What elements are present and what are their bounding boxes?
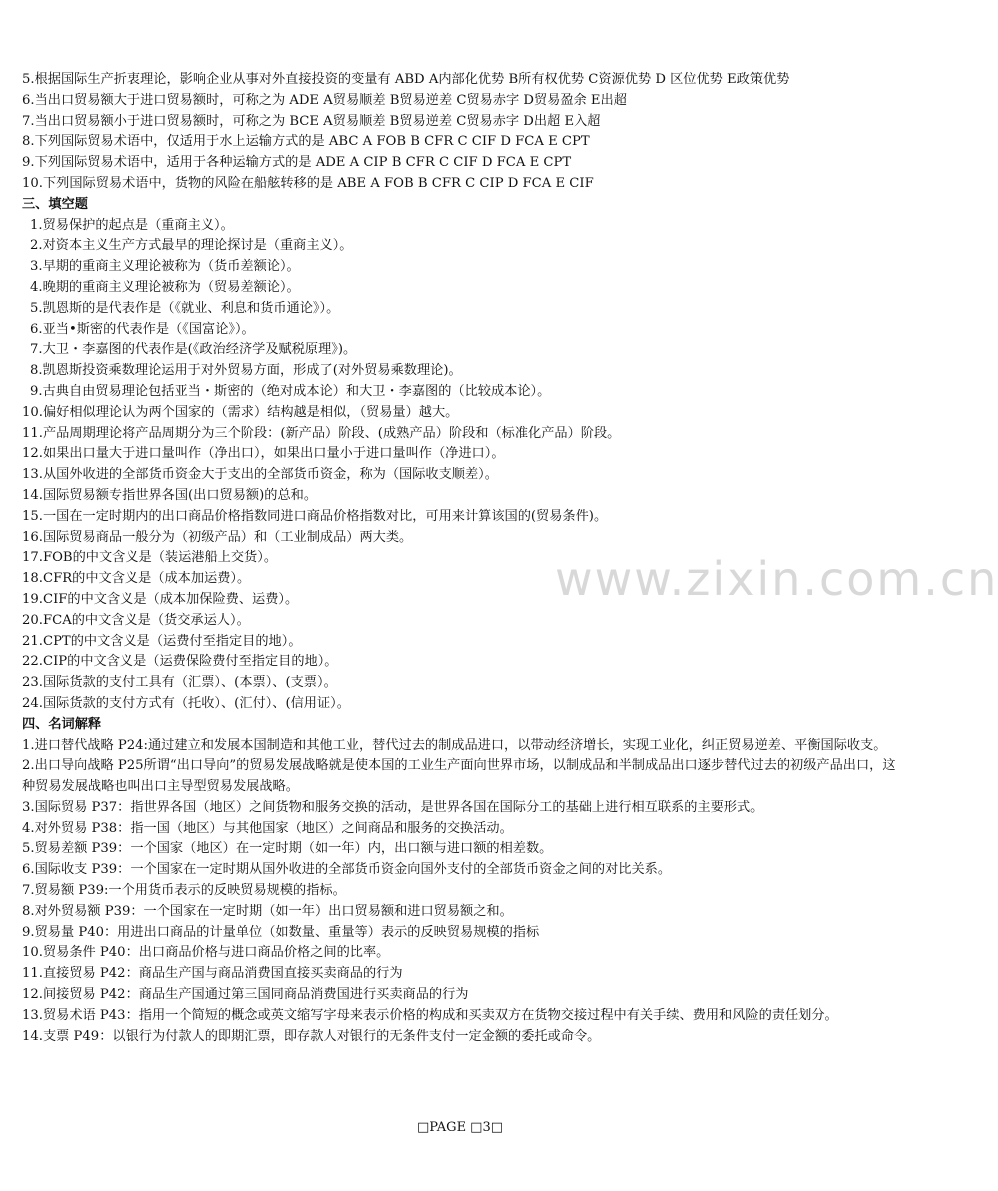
- definition-item: 2.出口导向战略 P25所谓“出口导向”的贸易发展战略就是使本国的工业生产面向世界市场，以制成品和半制成品出口逐步替代过去的初级产品出口，这种贸易发展战略也叫出口主导型贸易发展战略。: [22, 758, 896, 795]
- fill-item: 5.凯恩斯的是代表作是（《就业、利息和货币通论》）。: [30, 300, 340, 316]
- choice-item: 10.下列国际贸易术语中，货物的风险在船舷转移的是 ABE A FOB B CFR C CIP D FCA E CIF: [22, 175, 594, 191]
- page-footer: □PAGE □3□: [416, 1120, 504, 1135]
- fill-item: 19.CIF的中文含义是（成本加保险费、运费）。: [22, 591, 299, 607]
- fill-item: 12.如果出口量大于进口量叫作（净出口），如果出口量小于进口量叫作（净进口）。: [22, 446, 505, 462]
- section-heading-definitions: 四、名词解释: [22, 716, 102, 732]
- fill-item: 23.国际货款的支付工具有（汇票）、(本票）、(支票）。: [22, 675, 337, 691]
- fill-item: 20.FCA的中文含义是（货交承运人）。: [22, 612, 250, 628]
- fill-item: 21.CPT的中文含义是（运费付至指定目的地）。: [22, 633, 302, 649]
- definition-item: 3.国际贸易 P37：指世界各国（地区）之间货物和服务交换的活动，是世界各国在国际分工的基础上进行相互联系的主要形式。: [22, 799, 764, 815]
- choice-item: 8.下列国际贸易术语中，仅适用于水上运输方式的是 ABC A FOB B CFR C CIF D FCA E CPT: [22, 134, 590, 150]
- fill-item: 15.一国在一定时期内的出口商品价格指数同进口商品价格指数对比，可用来计算该国的(贸易条件)。: [22, 508, 608, 524]
- choice-list: [22, 70, 902, 195]
- definition-item: 14.支票 P49：以银行为付款人的即期汇票，即存款人对银行的无条件支付一定金额的委托或命令。: [22, 1028, 601, 1044]
- choice-item: 7.当出口贸易额小于进口贸易额时，可称之为 BCE A贸易顺差 B贸易逆差 C贸易赤字 D出超 E入超: [22, 113, 601, 129]
- fill-item: 11.产品周期理论将产品周期分为三个阶段：(新产品）阶段、(成熟产品）阶段和（标准化产品）阶段。: [22, 425, 621, 441]
- fill-item: 13.从国外收进的全部货币资金大于支出的全部货币资金，称为（国际收支顺差）。: [22, 467, 498, 483]
- choice-item: 6.当出口贸易额大于进口贸易额时，可称之为 ADE A贸易顺差 B贸易逆差 C贸易赤字 D贸易盈余 E出超: [22, 92, 627, 108]
- definition-item: 11.直接贸易 P42：商品生产国与商品消费国直接买卖商品的行为: [22, 966, 403, 982]
- fill-item: 9.古典自由贸易理论包括亚当・斯密的（绝对成本论）和大卫・李嘉图的（比较成本论）。: [30, 383, 551, 399]
- fill-item: 10.偏好相似理论认为两个国家的（需求）结构越是相似，（贸易量）越大。: [22, 404, 459, 420]
- definition-item: 1.进口替代战略 P24:通过建立和发展本国制造和其他工业，替代过去的制成品进口，以带动经济增长，实现工业化，纠正贸易逆差、平衡国际收支。: [22, 737, 887, 753]
- fill-item: 14.国际贸易额专指世界各国(出口贸易额)的总和。: [22, 487, 318, 503]
- definition-list: [22, 736, 902, 1048]
- definition-item: 6.国际收支 P39：一个国家在一定时期从国外收进的全部货币资金向国外支付的全部货币资金之间的对比关系。: [22, 862, 672, 878]
- fill-item: 24.国际货款的支付方式有（托收）、(汇付）、(信用证）。: [22, 695, 350, 711]
- fill-item: 17.FOB的中文含义是（装运港船上交货）。: [22, 550, 278, 566]
- section-heading-fill-in: 三、填空题: [22, 196, 88, 212]
- fill-item: 4.晚期的重商主义理论被称为（贸易差额论）。: [30, 279, 300, 295]
- fill-item: 6.亚当•斯密的代表作是（《国富论》）。: [30, 321, 255, 337]
- watermark: www.zixin.com.cn: [555, 552, 998, 606]
- fill-item: 7.大卫・李嘉图的代表作是(《政治经济学及赋税原理》)。: [30, 342, 357, 358]
- fill-list: [22, 216, 902, 715]
- choice-item: 9.下列国际贸易术语中，适用于各种运输方式的是 ADE A CIP B CFR C CIF D FCA E CPT: [22, 155, 572, 171]
- definition-item: 5.贸易差额 P39：一个国家（地区）在一定时期（如一年）内，出口额与进口额的相差数。: [22, 841, 553, 857]
- fill-item: 16.国际贸易商品一般分为（初级产品）和（工业制成品）两大类。: [22, 529, 413, 545]
- fill-item: 22.CIP的中文含义是（运费保险费付至指定目的地）。: [22, 654, 338, 670]
- definition-item: 12.间接贸易 P42：商品生产国通过第三国同商品消费国进行买卖商品的行为: [22, 987, 469, 1003]
- choice-item: 5.根据国际生产折衷理论，影响企业从事对外直接投资的变量有 ABD A内部化优势 B所有权优势 C资源优势 D 区位优势 E政策优势: [22, 72, 790, 87]
- fill-item: 3.早期的重商主义理论被称为（货币差额论）。: [30, 259, 300, 275]
- definition-item: 4.对外贸易 P38：指一国（地区）与其他国家（地区）之间商品和服务的交换活动。: [22, 820, 513, 836]
- fill-item: 1.贸易保护的起点是（重商主义）。: [30, 217, 234, 233]
- fill-item: 18.CFR的中文含义是（成本加运费）。: [22, 571, 251, 587]
- definition-item: 9.贸易量 P40：用进出口商品的计量单位（如数量、重量等）表示的反映贸易规模的指标: [22, 924, 540, 940]
- definition-item: 7.贸易额 P39:一个用货币表示的反映贸易规模的指标。: [22, 883, 346, 899]
- definition-item: 13.贸易术语 P43：指用一个简短的概念或英文缩写字母来表示价格的构成和买卖双方在货物交接过程中有关手续、费用和风险的责任划分。: [22, 1007, 838, 1023]
- fill-item: 8.凯恩斯投资乘数理论运用于对外贸易方面，形成了(对外贸易乘数理论)。: [30, 363, 462, 379]
- definition-item: 10.贸易条件 P40：出口商品价格与进口商品价格之间的比率。: [22, 945, 390, 961]
- fill-item: 2.对资本主义生产方式最早的理论探讨是（重商主义）。: [30, 238, 353, 254]
- definition-item: 8.对外贸易额 P39：一个国家在一定时期（如一年）出口贸易额和进口贸易额之和。: [22, 903, 513, 919]
